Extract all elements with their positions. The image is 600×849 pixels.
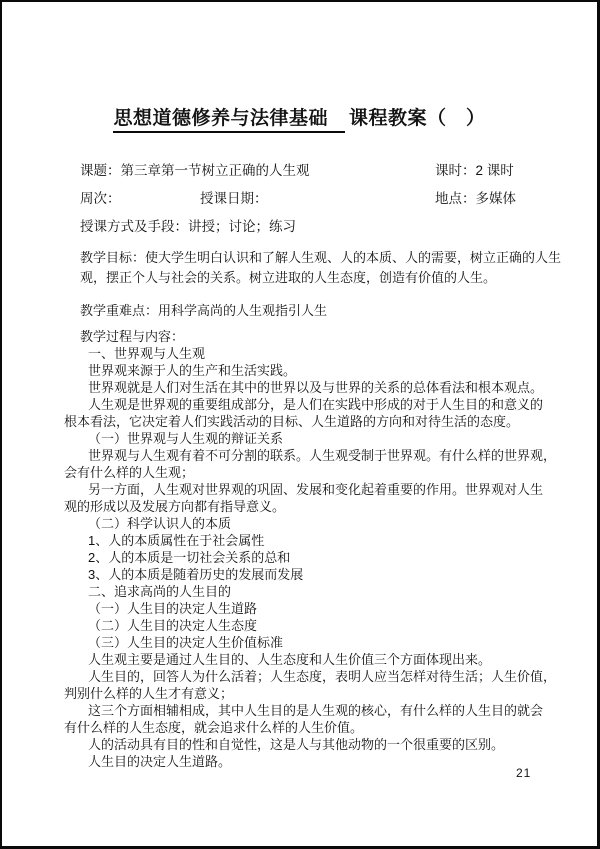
meta-row-course	[64, 159, 597, 177]
page-number: 21	[516, 766, 532, 780]
text-line: （二）科学认识人的本质	[88, 516, 232, 531]
text-line: 这三个方面相辅相成，其中人生目的是人生观的核心，有什么样的人生目的就会	[88, 703, 544, 718]
week-field: 周次：	[80, 191, 121, 206]
teaching-method-field: 授课方式及手段：讲授；讨论；练习	[80, 219, 296, 234]
text-line: 根本看法，它决定着人们实践活动的目标、人生道路的方向和对待生活的态度。	[64, 414, 520, 429]
text-line: 人生目的决定人生道路。	[88, 754, 232, 769]
text-line: 2、人的本质是一切社会关系的总和	[88, 550, 291, 565]
text-line: 另一方面，人生观对世界观的巩固、发展和变化起着重要的作用。世界观对人生	[88, 482, 544, 497]
text-line: （三）人生目的决定人生价值标准	[88, 635, 284, 650]
text-line: 一、世界观与人生观	[88, 346, 206, 361]
text-line: 教学过程与内容：	[80, 329, 185, 344]
text-line: （一）人生目的决定人生道路	[88, 601, 258, 616]
text-line: 人的活动具有目的性和自觉性，这是人与其他动物的一个很重要的区别。	[88, 737, 505, 752]
text-line: 世界观来源于人的生产和生活实践。	[88, 363, 297, 378]
text-line: 1、人的本质属性在于社会属性	[88, 533, 265, 548]
meta-row-method	[64, 215, 597, 233]
text-line: 观的形成以及发展方向都有指导意义。	[64, 499, 286, 514]
title-suffix-text: 课程教案（ ）	[349, 108, 486, 129]
text-line: （二）人生目的决定人生态度	[88, 618, 258, 633]
text-line: 教学重难点：用科学高尚的人生观指引人生	[80, 303, 328, 318]
text-line: （一）世界观与人生观的辩证关系	[88, 431, 284, 446]
class-hours-field: 课时：2 课时	[435, 163, 514, 178]
text-line: 3、人的本质是随着历史的发展而发展	[88, 567, 304, 582]
course-title-field: 课题：第三章第一节树立正确的人生观	[80, 163, 310, 178]
text-line: 有什么样的人生态度，就会追求什么样的人生价值。	[64, 720, 364, 735]
lesson-content	[64, 248, 567, 770]
text-line: 人生观是世界观的重要组成部分，是人们在实践中形成的对于人生目的和意义的	[88, 397, 544, 412]
lecture-date-field: 授课日期：	[200, 191, 268, 206]
page-title	[2, 103, 597, 130]
title-underlined-text: 思想道德修养与法律基础	[113, 108, 345, 133]
text-line: 判别什么样的人生才有意义；	[64, 686, 234, 701]
text-line: 世界观就是人们对生活在其中的世界以及与世界的关系的总体看法和根本观点。	[88, 380, 544, 395]
location-field: 地点：多媒体	[435, 191, 516, 206]
meta-row-schedule	[64, 187, 597, 205]
text-line: 人生观主要是通过人生目的、人生态度和人生价值三个方面体现出来。	[88, 652, 492, 667]
text-line: 教学目标：使大学生明白认识和了解人生观、人的本质、人的需要，树立正确的人生	[80, 250, 562, 265]
text-line: 会有什么样的人生观；	[64, 465, 195, 480]
text-line: 二、追求高尚的人生目的	[88, 584, 232, 599]
text-line: 世界观与人生观有着不可分割的联系。人生观受制于世界观。有什么样的世界观，	[88, 448, 557, 463]
text-line: 人生目的，回答人为什么活着；人生态度，表明人应当怎样对待生活；人生价值，	[88, 669, 557, 684]
text-line: 观，摆正个人与社会的关系。树立进取的人生态度，创造有价值的人生。	[80, 270, 497, 285]
